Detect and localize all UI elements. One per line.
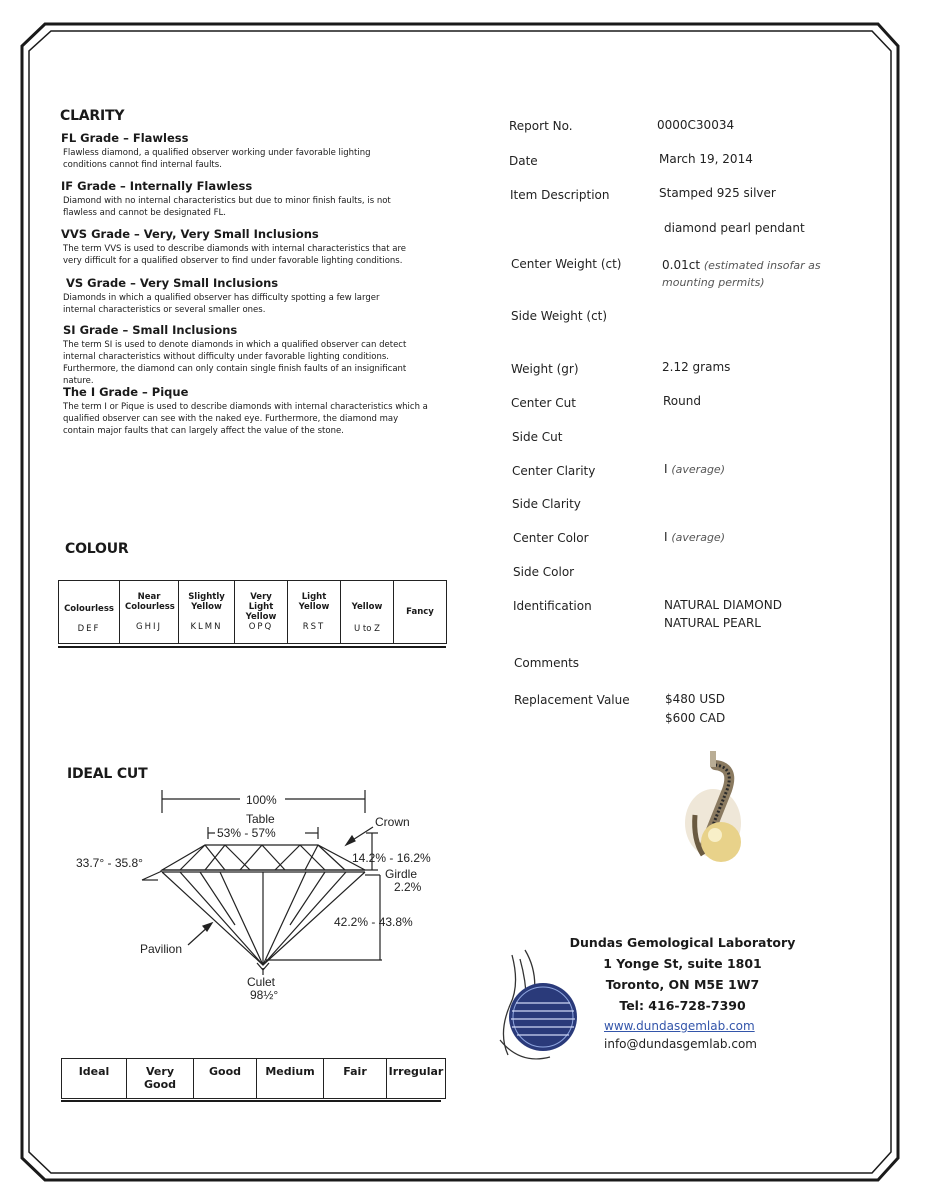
grade-heading-vvs: VVS Grade – Very, Very Small Inclusions [61,227,319,241]
grade-heading-if: IF Grade – Internally Flawless [61,179,253,193]
field-value-identification: NATURAL DIAMOND [664,598,782,612]
cut-grade-ideal: Ideal [62,1059,127,1099]
field-label-center-cut: Center Cut [511,396,576,410]
colour-scale-table [58,580,447,644]
field-value-center-clarity: I (average) [664,462,725,476]
label-culet: Culet [247,975,276,989]
field-value-item-description: Stamped 925 silver [659,186,776,200]
ideal-cut-title: IDEAL CUT [67,766,148,782]
pendant-photo [655,745,765,885]
label-crown: Crown [375,815,410,829]
field-label-center-color: Center Color [513,531,589,545]
colour-cell-yellow: Yellow U to Z [341,581,394,644]
field-label-center-weight: Center Weight (ct) [511,257,622,271]
label-table: Table [246,812,275,826]
field-value-center-color: I (average) [664,530,725,544]
colour-cell-near-colourless: Near Colourless GHIJ [120,581,179,644]
grade-text-fl: Flawless diamond, a qualified observer working under favorable lighting conditions cannot find internal faults. [63,148,371,170]
lab-contact [530,932,835,1016]
field-label-side-color: Side Color [513,565,575,579]
field-label-date: Date [509,154,538,168]
grade-text-vvs: The term VVS is used to describe diamonds with internal characteristics that are very difficult for a qualified observer to find under favorable lighting conditions. [63,244,407,266]
field-label-replacement-value: Replacement Value [514,693,630,707]
label-pavilion: Pavilion [140,942,183,956]
field-value-identification-2: NATURAL PEARL [664,616,761,630]
field-label-report-no: Report No. [509,119,573,133]
cut-grade-very-good: Very Good [127,1059,194,1099]
grade-heading-vs: VS Grade – Very Small Inclusions [66,276,279,290]
grade-heading-si: SI Grade – Small Inclusions [63,323,238,337]
field-label-identification: Identification [513,599,592,613]
lab-email: info@dundasgemlab.com [604,1037,757,1051]
colour-cell-light-yellow: Light Yellow RST [288,581,341,644]
lab-phone: Tel: 416-728-7390 [619,998,746,1013]
cut-grade-good: Good [194,1059,257,1099]
grade-heading-fl: FL Grade – Flawless [61,131,189,145]
colour-table-shadow [58,644,446,650]
clarity-title: CLARITY [60,108,125,124]
lab-name: Dundas Gemological Laboratory [569,935,796,950]
grade-heading-i: The I Grade – Pique [63,385,189,399]
field-value-report-no: 0000C30034 [657,118,735,132]
label-girdle: Girdle [385,867,418,881]
field-label-weight: Weight (gr) [511,362,579,376]
field-value-date: March 19, 2014 [659,152,753,166]
label-pavilion-depth: 42.2% - 43.8% [334,915,413,929]
cut-grade-medium: Medium [257,1059,324,1099]
field-label-center-clarity: Center Clarity [512,464,596,478]
field-value-weight: 2.12 grams [662,360,731,374]
grade-text-si: The term SI is used to denote diamonds in which a qualified observer can detect internal characteristics without difficulty under favorable lighting conditions. Furthermore, the diamond can only contain single finish faults of an insignificant nature. [63,340,407,386]
field-label-item-description: Item Description [510,188,610,202]
field-label-side-cut: Side Cut [512,430,563,444]
field-value-item-description-2: diamond pearl pendant [664,221,805,235]
label-culet-value: 98½° [250,988,279,1002]
cut-grade-fair: Fair [324,1059,387,1099]
label-girdle-value: 2.2% [394,880,422,894]
grade-text-if: Diamond with no internal characteristics but due to minor finish faults, is not flawless and cannot be designated FL. [63,196,391,218]
field-value-center-weight: 0.01ct (estimated insofar as mounting permits) [662,258,821,289]
field-value-center-cut: Round [663,394,701,408]
cut-grade-table [61,1058,446,1099]
diamond-cut-diagram [70,785,460,1025]
label-crown-height: 14.2% - 16.2% [352,851,431,865]
lab-address-2: Toronto, ON M5E 1W7 [605,977,760,992]
center-color-note: (average) [671,531,725,544]
field-label-side-weight: Side Weight (ct) [511,309,608,323]
field-label-side-clarity: Side Clarity [512,497,581,511]
colour-title: COLOUR [65,541,129,557]
colour-cell-slightly-yellow: Slightly Yellow KLMN [179,581,235,644]
label-crown-angle: 33.7° - 35.8° [76,856,143,870]
center-weight-note: (estimated insofar as mounting permits) [662,259,821,289]
cut-grade-irregular: Irregular [387,1059,446,1099]
field-value-replacement-cad: $600 CAD [665,711,726,725]
colour-cell-colourless: Colourless DEF [59,581,120,644]
colour-cell-very-light-yellow: Very Light Yellow OPQ [235,581,288,644]
lab-website-link[interactable]: www.dundasgemlab.com [604,1019,755,1033]
center-clarity-note: (average) [671,463,725,476]
colour-cell-fancy: Fancy [394,581,447,644]
label-total: 100% [246,793,277,807]
field-value-replacement-usd: $480 USD [665,692,725,706]
lab-address-1: 1 Yonge St, suite 1801 [603,956,762,971]
field-label-comments: Comments [514,656,580,670]
label-table-range: 53% - 57% [217,826,276,840]
cut-table-shadow [61,1098,441,1104]
grade-text-vs: Diamonds in which a qualified observer has difficulty spotting a few larger internal characteristics or several smaller ones. [63,293,380,315]
grade-text-i: The term I or Pique is used to describe diamonds with internal characteristics which a qualified observer can see with the naked eye. Furthermore, the diamond may contain major faults that can largely affect the value of the stone. [63,402,428,436]
